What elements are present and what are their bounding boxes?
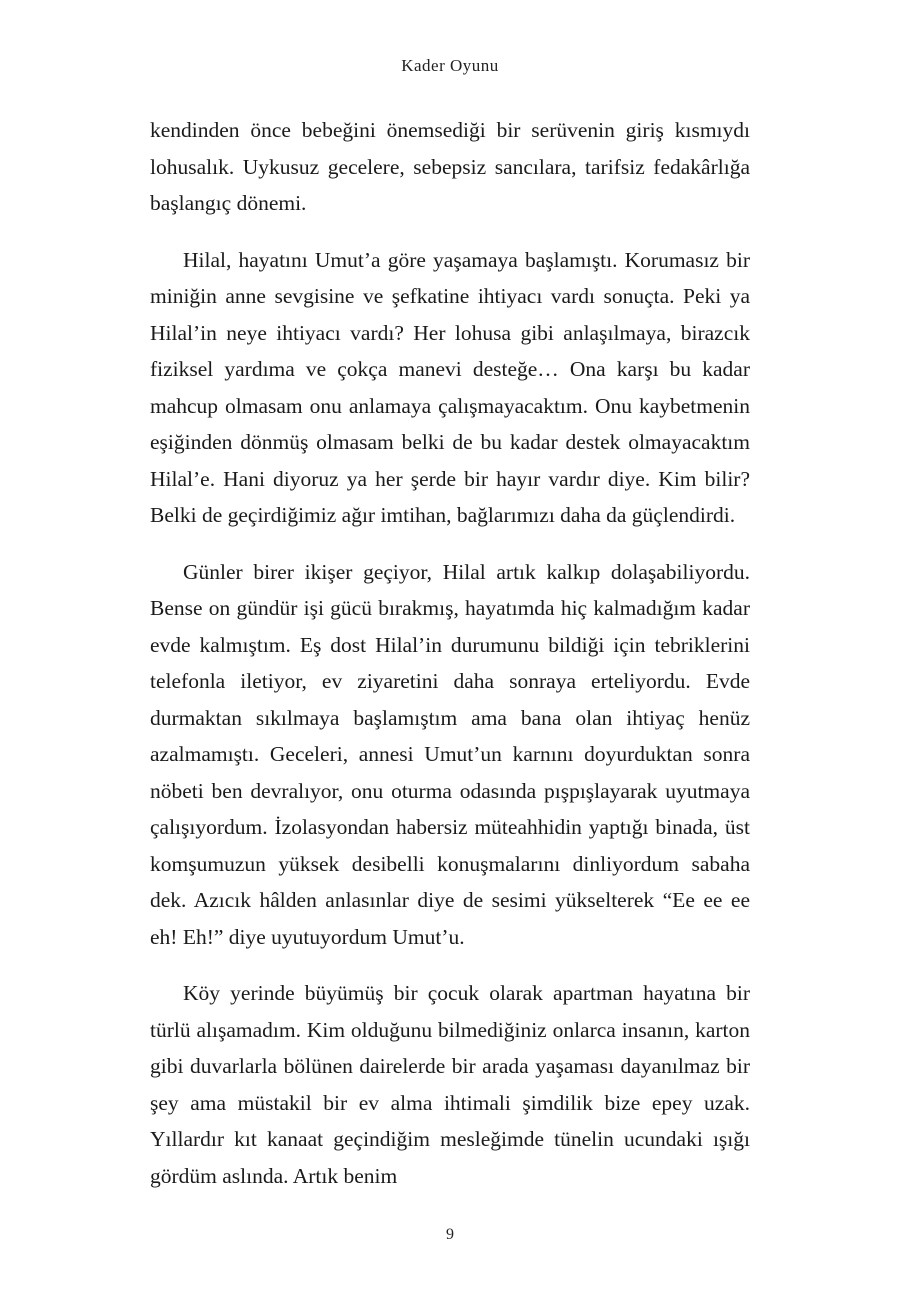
- paragraph-4: Köy yerinde büyümüş bir çocuk olarak apartman hayatına bir türlü alışamadım. Kim olduğunu bilmediğiniz onlarca insanın, karton gibi duvarlarla bölünen dairelerde bir arada yaşaması dayanılmaz bir şey ama müstakil bir ev alma ihtimali şimdilik bize epey uzak. Yıllardır kıt kanaat geçindiğim mesleğimde tünelin ucundaki ışığı gördüm aslında. Artık benim: [150, 981, 750, 1188]
- body-text: [150, 112, 750, 1214]
- running-header-title: Kader Oyunu: [401, 56, 499, 75]
- paragraph-1: kendinden önce bebeğini önemsediği bir serüvenin giriş kısmıydı lohusalık. Uykusuz gecelere, sebepsiz sancılara, tarifsiz fedakârlığa başlangıç dönemi.: [150, 118, 750, 215]
- page-number: 9: [446, 1226, 454, 1243]
- paragraph-2: Hilal, hayatını Umut’a göre yaşamaya başlamıştı. Korumasız bir miniğin anne sevgisine ve şefkatine ihtiyacı vardı sonuçta. Peki ya Hilal’in neye ihtiyacı vardı? Her lohusa gibi anlaşılmaya, birazcık fiziksel yardıma ve çokça manevi desteğe… Ona karşı bu kadar mahcup olmasam onu anlamaya çalışmayacaktım. Onu kaybetmenin eşiğinden dönmüş olmasam belki de bu kadar destek olmayacaktım Hilal’e. Hani diyoruz ya her şerde bir hayır vardır diye. Kim bilir? Belki de geçirdiğimiz ağır imtihan, bağlarımızı daha da güçlendirdi.: [150, 247, 750, 527]
- paragraph-3: Günler birer ikişer geçiyor, Hilal artık kalkıp dolaşabiliyordu. Bense on gündür işi gücü bırakmış, hayatımda hiç kalmadığım kadar evde kalmıştım. Eş dost Hilal’in durumunu bildiği için tebriklerini telefonla iletiyor, ev ziyaretini daha sonraya erteliyordu. Evde durmaktan sıkılmaya başlamıştım ama bana olan ihtiyaç henüz azalmamıştı. Geceleri, annesi Umut’un karnını doyurduktan sonra nöbeti ben devralıyor, onu oturma odasında pışpışlayarak uyutmaya çalışıyordum. İzolasyondan habersiz müteahhidin yaptığı binada, üst komşumuzun yüksek desibelli konuşmalarını dinliyordum sabaha dek. Azıcık hâlden anlasınlar diye de sesimi yükselterek “Ee ee ee eh! Eh!” diye uyutuyordum Umut’u.: [150, 559, 750, 949]
